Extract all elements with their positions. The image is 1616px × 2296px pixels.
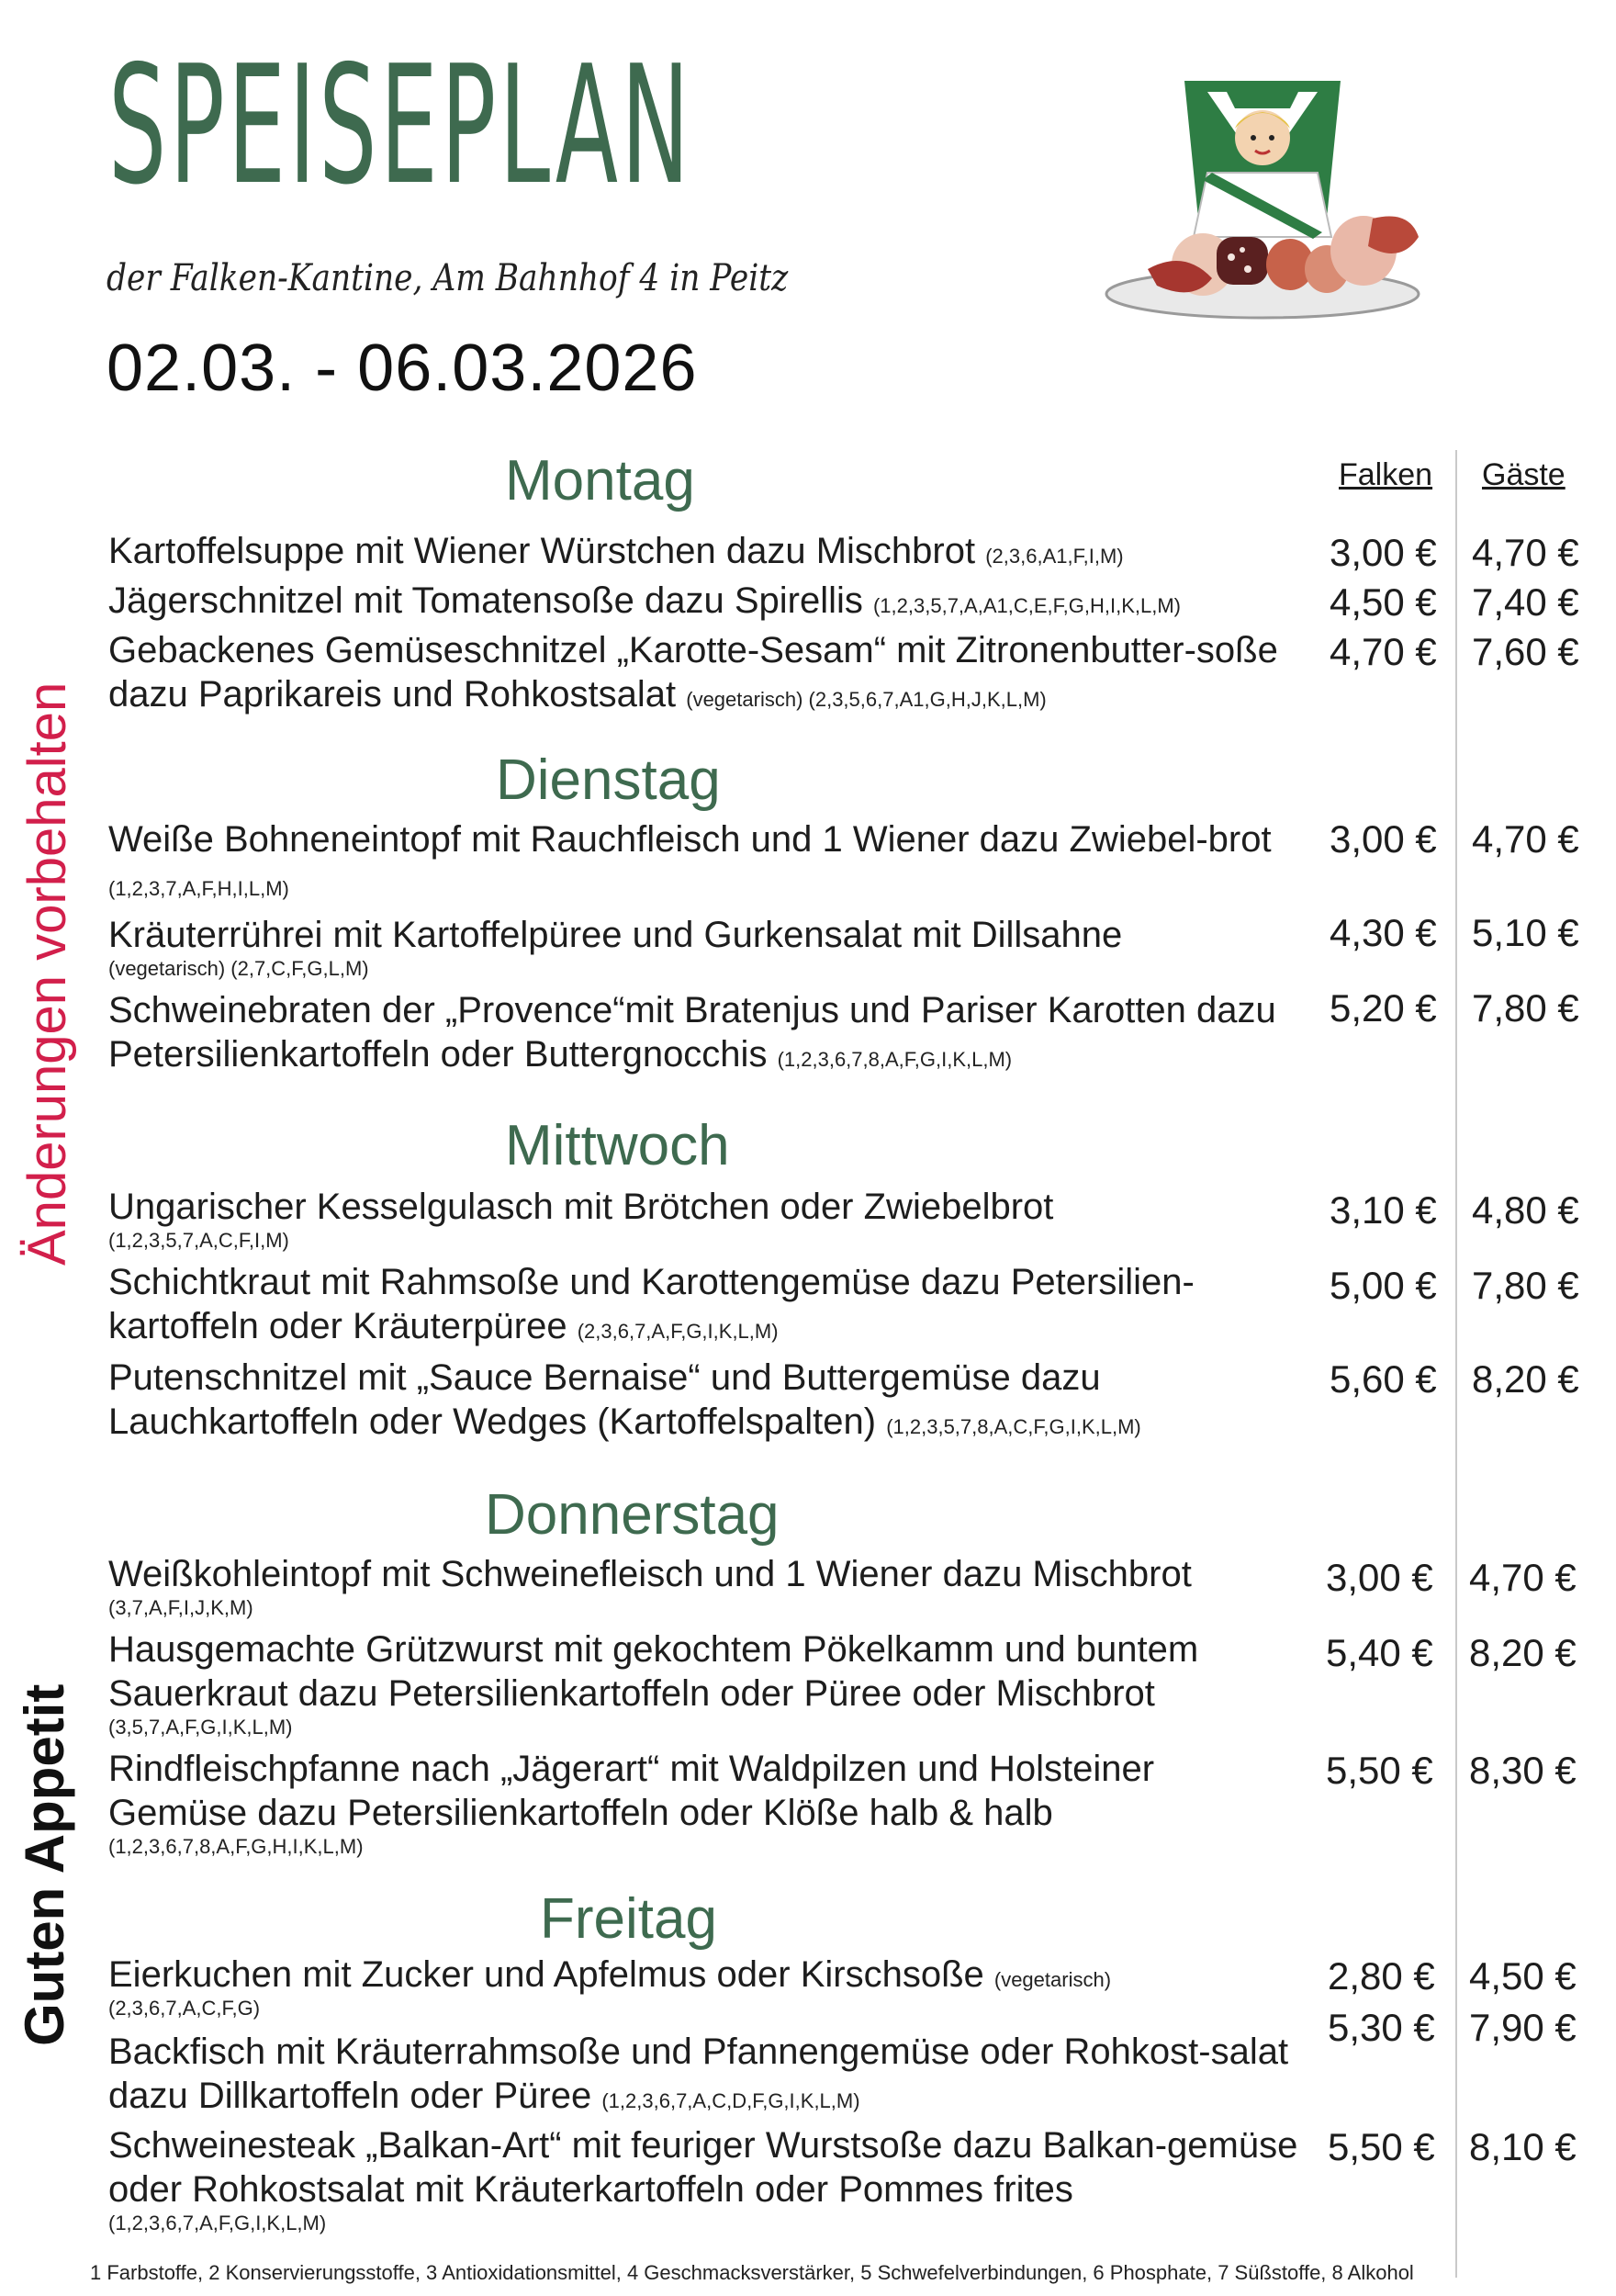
day-heading-tuesday: Dienstag xyxy=(496,748,721,812)
price-gaeste: 7,80 € xyxy=(1472,986,1579,1030)
day-heading-wednesday: Mittwoch xyxy=(505,1114,730,1177)
allergen-codes: (1,2,3,5,7,A,A1,C,E,F,G,H,I,K,L,M) xyxy=(872,594,1181,617)
dish-item xyxy=(108,529,1302,573)
price-gaeste: 7,80 € xyxy=(1472,1264,1579,1307)
allergen-codes: (2,3,6,A1,F,I,M) xyxy=(985,545,1124,568)
price-falken: 3,00 € xyxy=(1326,1556,1433,1599)
dish-text: Gebackenes Gemüseschnitzel „Karotte-Sesam“ mit Zitronenbutter-soße dazu Paprikareis und Rohkostsalat xyxy=(108,630,1278,715)
price-falken: 5,20 € xyxy=(1330,986,1437,1030)
dish-item xyxy=(108,1953,1302,2020)
page-title: SPEISEPLAN xyxy=(108,30,693,220)
price-falken: 5,50 € xyxy=(1326,1749,1433,1792)
price-gaeste: 7,60 € xyxy=(1472,630,1579,673)
dish-item xyxy=(108,1627,1302,1739)
day-heading-monday: Montag xyxy=(505,449,695,512)
column-header-falken: Falken xyxy=(1339,457,1433,492)
day-heading-thursday: Donnerstag xyxy=(485,1483,780,1547)
price-gaeste: 5,10 € xyxy=(1472,911,1579,954)
allergen-codes: (1,2,3,5,7,8,A,C,F,G,I,K,L,M) xyxy=(886,1415,1141,1438)
dish-note-vegetarian: (vegetarisch) xyxy=(993,1968,1112,1991)
price-falken: 4,50 € xyxy=(1330,580,1437,624)
price-falken: 5,30 € xyxy=(1328,2006,1435,2049)
canteen-subtitle: der Falken-Kantine, Am Bahnhof 4 in Peitz xyxy=(107,257,789,299)
allergen-codes: (1,2,3,7,A,F,H,I,L,M) xyxy=(108,877,289,900)
dish-text: Weißkohleintopf mit Schweinefleisch und 1 Wiener dazu Mischbrot xyxy=(108,1554,1192,1594)
dish-item xyxy=(108,817,1293,906)
price-gaeste: 4,70 € xyxy=(1472,531,1579,574)
price-falken: 5,40 € xyxy=(1326,1631,1433,1674)
allergen-codes: (vegetarisch) (2,7,C,F,G,L,M) xyxy=(108,957,369,980)
dish-item xyxy=(108,913,1302,981)
price-gaeste: 7,40 € xyxy=(1472,580,1579,624)
allergen-codes: (2,3,6,7,A,C,F,G) xyxy=(108,1997,261,2020)
dish-item xyxy=(108,1356,1293,1444)
dish-text: Hausgemachte Grützwurst mit gekochtem Pökelkamm und buntem Sauerkraut dazu Petersilienkartoffeln oder Püree oder Mischbrot xyxy=(108,1629,1199,1714)
price-gaeste: 4,50 € xyxy=(1469,1954,1577,1998)
dish-text: Schweinesteak „Balkan-Art“ mit feuriger Wurstsoße dazu Balkan-gemüse oder Rohkostsalat mit Kräuterkartoffeln oder Pommes frites xyxy=(108,2125,1298,2210)
dish-item xyxy=(108,1747,1302,1859)
price-falken: 3,00 € xyxy=(1330,817,1437,861)
dish-text: Schichtkraut mit Rahmsoße und Karottengemüse dazu Petersilien-kartoffeln oder Kräuterpüree xyxy=(108,1262,1195,1346)
allergen-footnote: 1 Farbstoffe, 2 Konservierungsstoffe, 3 Antioxidationsmittel, 4 Geschmacksverstärker, 5 Schwefelverbindungen, 6 Phosphate, 7 Süßstoffe, 8 Alkohol xyxy=(90,2261,1414,2284)
dish-text: Schweinebraten der „Provence“mit Bratenjus und Pariser Karotten dazu Petersilienkartoffeln oder Buttergnocchis xyxy=(108,990,1276,1075)
allergen-codes: (1,2,3,5,7,A,C,F,I,M) xyxy=(108,1229,289,1252)
price-gaeste: 4,80 € xyxy=(1472,1188,1579,1232)
changes-reserved-label: Änderungen vorbehalten xyxy=(17,681,77,1266)
dish-text: Weiße Bohneneintopf mit Rauchfleisch und 1 Wiener dazu Zwiebel-brot xyxy=(108,819,1272,860)
allergen-codes: (3,5,7,A,F,G,I,K,L,M) xyxy=(108,1716,293,1739)
dish-item xyxy=(108,2030,1293,2118)
price-falken: 4,70 € xyxy=(1330,630,1437,673)
dish-item xyxy=(108,2123,1311,2235)
dish-item xyxy=(108,1185,1302,1253)
price-column-divider xyxy=(1455,450,1457,2278)
price-gaeste: 8,20 € xyxy=(1472,1357,1579,1401)
price-falken: 3,00 € xyxy=(1330,531,1437,574)
price-gaeste: 8,30 € xyxy=(1469,1749,1577,1792)
allergen-codes: (1,2,3,6,7,8,A,F,G,H,I,K,L,M) xyxy=(108,1835,364,1858)
price-falken: 4,30 € xyxy=(1330,911,1437,954)
price-gaeste: 7,90 € xyxy=(1469,2006,1577,2049)
allergen-codes: (2,3,6,7,A,F,G,I,K,L,M) xyxy=(577,1320,779,1343)
column-header-gaeste: Gäste xyxy=(1482,457,1566,492)
price-falken: 5,00 € xyxy=(1330,1264,1437,1307)
price-falken: 3,10 € xyxy=(1330,1188,1437,1232)
dish-text: Kartoffelsuppe mit Wiener Würstchen dazu Mischbrot xyxy=(108,531,976,571)
price-falken: 5,60 € xyxy=(1330,1357,1437,1401)
dish-item xyxy=(108,628,1293,716)
dish-text: Putenschnitzel mit „Sauce Bernaise“ und Buttergemüse dazu Lauchkartoffeln oder Wedges (Kartoffelspalten) xyxy=(108,1357,1101,1442)
enjoy-your-meal-label: Guten Appetit xyxy=(14,1683,75,2046)
dish-text: Eierkuchen mit Zucker und Apfelmus oder Kirschsoße xyxy=(108,1954,984,1995)
allergen-codes: (1,2,3,6,7,8,A,F,G,I,K,L,M) xyxy=(777,1048,1013,1071)
dish-text: Ungarischer Kesselgulasch mit Brötchen oder Zwiebelbrot xyxy=(108,1187,1054,1227)
dish-item xyxy=(108,579,1302,623)
price-gaeste: 4,70 € xyxy=(1472,817,1579,861)
dish-text: Jägerschnitzel mit Tomatensoße dazu Spirellis xyxy=(108,580,863,621)
allergen-codes: (vegetarisch) (2,3,5,6,7,A1,G,H,J,K,L,M) xyxy=(686,688,1047,711)
dish-text: Kräuterrührei mit Kartoffelpüree und Gurkensalat mit Dillsahne xyxy=(108,915,1123,955)
dish-text: Backfisch mit Kräuterrahmsoße und Pfannengemüse oder Rohkost-salat dazu Dillkartoffeln oder Püree xyxy=(108,2032,1289,2116)
dish-text: Rindfleischpfanne nach „Jägerart“ mit Waldpilzen und Holsteiner Gemüse dazu Petersilienkartoffeln oder Klöße halb & halb xyxy=(108,1749,1155,1833)
price-gaeste: 8,10 € xyxy=(1469,2125,1577,2168)
allergen-codes: (3,7,A,F,I,J,K,M) xyxy=(108,1596,253,1619)
woman-with-meat-platter-logo xyxy=(1097,81,1428,320)
dish-item xyxy=(108,1260,1293,1348)
allergen-codes: (1,2,3,6,7,A,C,D,F,G,I,K,L,M) xyxy=(601,2089,860,2112)
price-falken: 5,50 € xyxy=(1328,2125,1435,2168)
dish-item xyxy=(108,988,1293,1076)
allergen-codes: (1,2,3,6,7,A,F,G,I,K,L,M) xyxy=(108,2212,327,2234)
date-range: 02.03. - 06.03.2026 xyxy=(107,332,698,405)
dish-item xyxy=(108,1552,1302,1620)
price-gaeste: 4,70 € xyxy=(1469,1556,1577,1599)
price-gaeste: 8,20 € xyxy=(1469,1631,1577,1674)
price-falken: 2,80 € xyxy=(1328,1954,1435,1998)
day-heading-friday: Freitag xyxy=(540,1887,717,1951)
